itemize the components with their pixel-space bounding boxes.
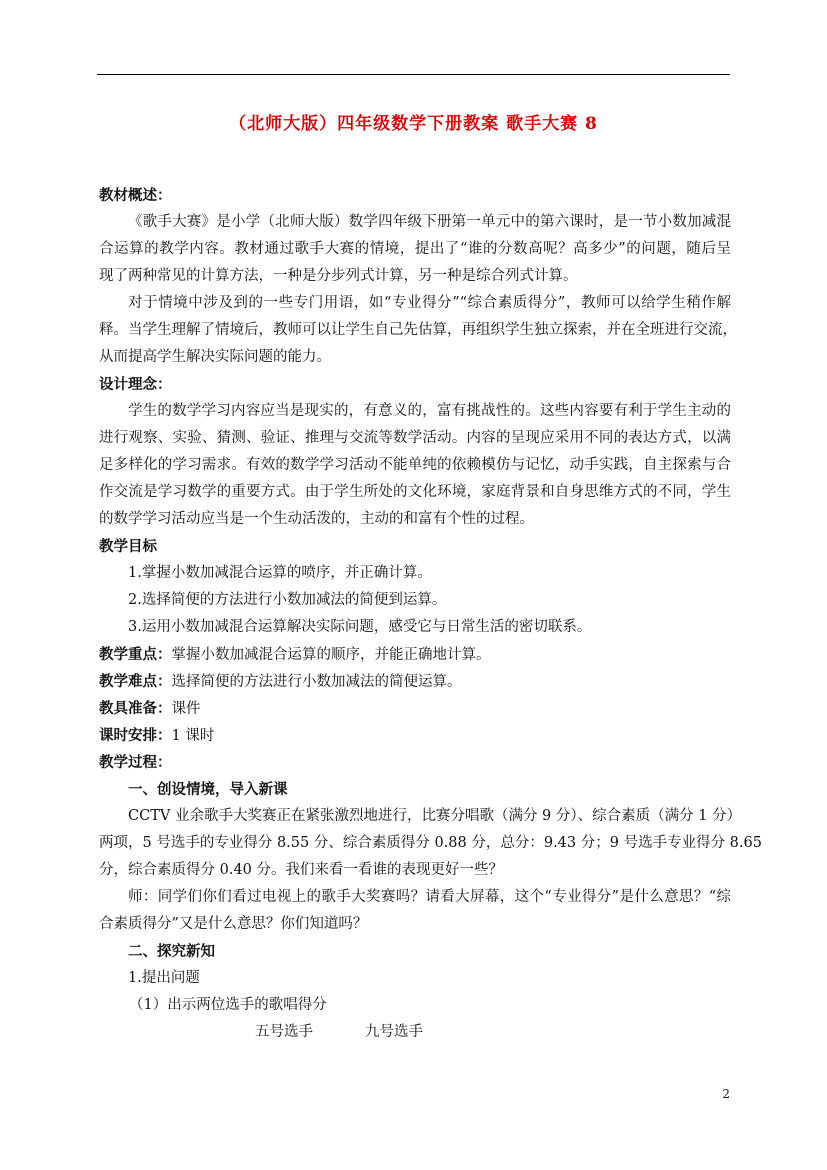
paragraph-line: 《歌手大赛》是小学（北师大版）数学四年级下册第一单元中的第六课时，是一节小数加减混: [128, 214, 731, 230]
paragraph-line: 两项，5 号选手的专业得分 8.55 分、综合素质得分 0.88 分，总分：9.43 分；9 号选手专业得分 8.65: [99, 835, 762, 851]
document-title: （北师大版）四年级数学下册教案 歌手大赛 8: [229, 114, 598, 134]
hours-text: 1 课时: [171, 728, 215, 744]
heading-part1: 一、创设情境，导入新课: [128, 781, 288, 798]
paragraph-line: 分，综合素质得分 0.40 分。我们来看一看谁的表现更好一些？: [99, 862, 504, 878]
singer-a-label: 五号选手: [255, 1024, 313, 1040]
paragraph-line: 足多样化的学习需求。有效的数学学习活动不能单纯的依赖模仿与记忆，动手实践，自主探索与合: [99, 457, 731, 473]
tools: [99, 695, 731, 722]
paragraph-line: 作交流是学习数学的重要方式。由于学生所处的文化环境，家庭背景和自身思维方式的不同，学生: [99, 484, 731, 500]
heading-part2: 二、探究新知: [128, 943, 215, 960]
goal-item: 2.选择简便的方法进行小数加减法的简便到运算。: [128, 592, 447, 608]
paragraph-line: 师：同学们你们看过电视上的歌手大奖赛吗？请看大屏幕，这个“专业得分”是什么意思？“综: [128, 889, 731, 905]
singer-b-label: 九号选手: [365, 1024, 423, 1040]
difficulty-text: 选择简便的方法进行小数加减法的简便运算。: [171, 674, 462, 690]
paragraph-line: 学生的数学学习内容应当是现实的，有意义的，富有挑战性的。这些内容要有利于学生主动的: [128, 403, 731, 419]
tools-label: 教具准备：: [99, 700, 172, 717]
hours: [99, 722, 731, 749]
paragraph-line: 对于情境中涉及到的一些专门用语，如“专业得分”“综合素质得分”，教师可以给学生稍作解: [128, 295, 731, 311]
key-point-label: 教学重点：: [99, 646, 172, 663]
hours-label: 课时安排：: [99, 727, 172, 744]
heading-design-concept: 设计理念：: [99, 376, 172, 393]
heading-goals: 教学目标: [99, 538, 157, 555]
paragraph-line: 现了两种常见的计算方法，一种是分步列式计算，另一种是综合列式计算。: [99, 268, 578, 284]
singer-labels: [99, 1019, 731, 1046]
key-point: [99, 641, 731, 668]
goal-item: 3.运用小数加减混合运算解决实际问题，感受它与日常生活的密切联系。: [128, 619, 592, 635]
paragraph-line: CCTV 业余歌手大奖赛正在紧张激烈地进行，比赛分唱歌（满分 9 分）、综合素质（满分 1 分）: [128, 808, 742, 824]
heading-material-overview: 教材概述：: [99, 187, 172, 204]
tools-text: 课件: [171, 701, 201, 717]
heading-process: 教学过程：: [99, 754, 172, 771]
key-point-text: 掌握小数加减混合运算的顺序，并能正确地计算。: [171, 647, 491, 663]
document-body: [99, 182, 762, 1046]
paragraph-line: 进行观察、实验、猜测、验证、推理与交流等数学活动。内容的呈现应采用不同的表达方式，以满: [99, 430, 731, 446]
goal-item: 1.掌握小数加减混合运算的喷序，并正确计算。: [128, 565, 432, 581]
paragraph-line: 合运算的教学内容。教材通过歌手大赛的情境，提出了“谁的分数高呢？高多少”的问题，随后呈: [99, 241, 731, 257]
paragraph-line: 的数学学习活动应当是一个生动活泼的，主动的和富有个性的过程。: [99, 511, 534, 527]
process-item: 1.提出问题: [128, 970, 200, 986]
header-rule: [97, 74, 730, 75]
page-number: 2: [722, 1087, 730, 1101]
difficulty-label: 教学难点：: [99, 673, 172, 690]
difficulty: [99, 668, 731, 695]
paragraph-line: 从而提高学生解决实际问题的能力。: [99, 349, 331, 365]
process-subitem: （1）出示两位选手的歌唱得分: [129, 997, 327, 1013]
paragraph-line: 释。当学生理解了情境后，教师可以让学生自己先估算，再组织学生独立探索，并在全班进行交流，: [99, 322, 737, 338]
paragraph-line: 合素质得分”又是什么意思？你们知道吗？: [99, 916, 368, 932]
